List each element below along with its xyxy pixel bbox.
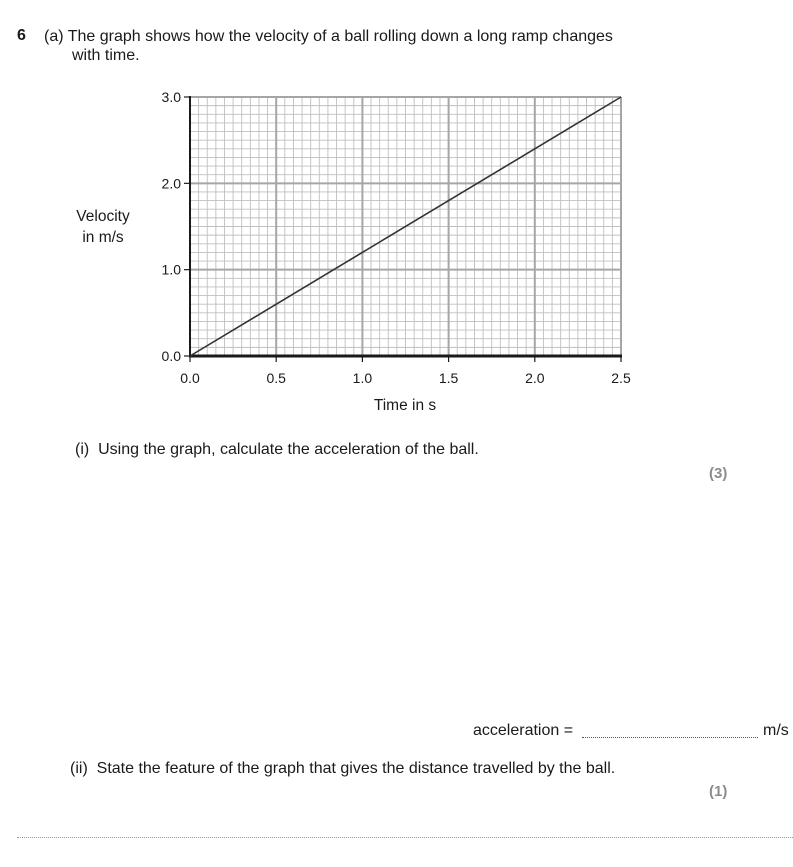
part-i-prompt (75, 441, 479, 459)
y-tick-label: 3.0 (161, 89, 181, 105)
part-ii-prompt (70, 760, 615, 778)
y-axis-label (60, 206, 146, 248)
x-tick-label: 0.0 (180, 370, 200, 386)
part-i-label: (i) (75, 441, 90, 458)
question-text-line2: with time. (72, 47, 140, 64)
x-tick-label: 1.0 (352, 370, 373, 386)
part-i-text: Using the graph, calculate the acceleration of the ball. (98, 441, 479, 458)
part-ii-marks: (1) (709, 783, 728, 800)
y-axis-label-line2: in m/s (82, 229, 124, 246)
acceleration-unit: m/s (763, 722, 789, 739)
x-tick-label: 0.5 (266, 370, 286, 386)
question-number: 6 (17, 27, 26, 44)
question-part-label: (a) (44, 28, 64, 45)
part-ii-label: (ii) (70, 760, 88, 777)
y-tick-label: 0.0 (161, 348, 181, 364)
part-ii-text: State the feature of the graph that gives the distance travelled by the ball. (96, 760, 616, 777)
x-axis-label: Time in s (373, 397, 437, 414)
x-tick-label: 2.0 (525, 370, 545, 386)
page-divider (17, 837, 793, 838)
y-tick-label: 2.0 (161, 175, 181, 192)
x-tick-label: 1.5 (438, 370, 459, 386)
acceleration-answer-label: acceleration = (473, 722, 574, 739)
question-text-line1: The graph shows how the velocity of a ball rolling down a long ramp changes (67, 28, 613, 45)
part-i-marks: (3) (709, 465, 728, 482)
x-tick-label: 2.5 (611, 370, 631, 386)
acceleration-answer-line[interactable] (582, 737, 758, 738)
y-tick-label: 1.0 (161, 261, 181, 278)
y-axis-label-line1: Velocity (76, 208, 130, 225)
